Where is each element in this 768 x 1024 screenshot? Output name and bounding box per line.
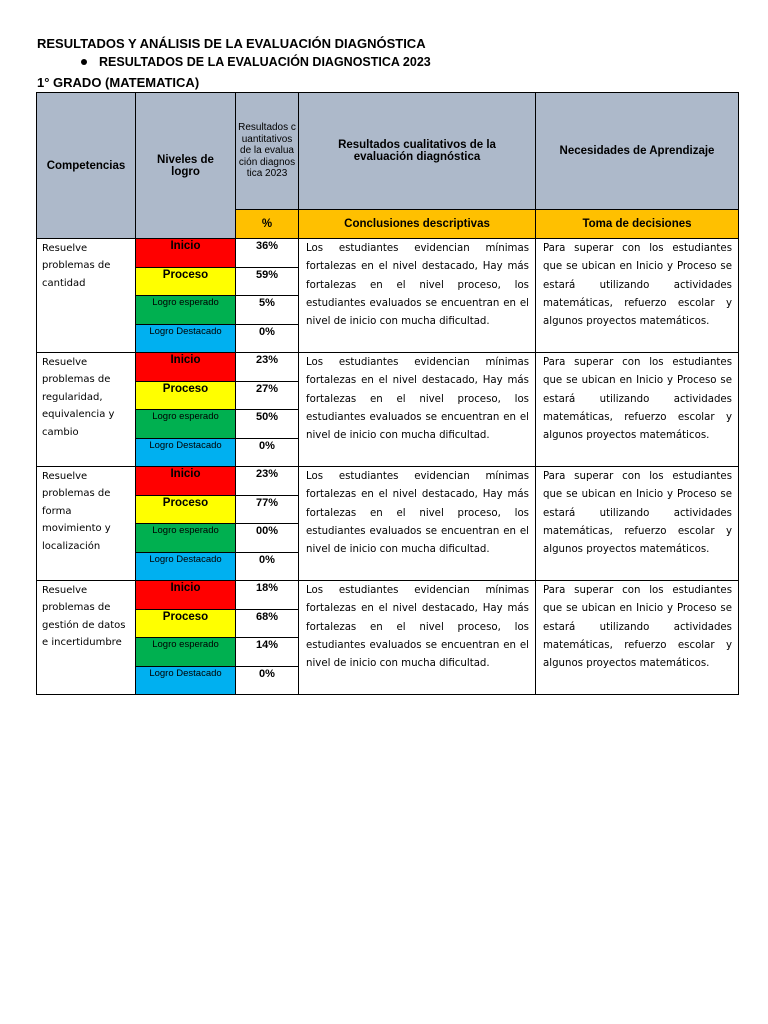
level-cell: Inicio	[136, 239, 236, 268]
level-cell: Inicio	[136, 353, 236, 382]
header-conclusiones: Conclusiones descriptivas	[299, 210, 536, 239]
conclusion-cell: Los estudiantes evidencian mínimas fortalezas en el nivel destacado, Hay más fortalezas en el nivel proceso, los estudiantes evaluados se encuentran en el nivel de inicio con mucha dificultad.	[299, 239, 536, 353]
percent-cell: 50%	[236, 410, 299, 439]
results-table	[36, 92, 739, 695]
decision-cell: Para superar con los estudiantes que se ubican en Inicio y Proceso se estará utilizando actividades matemáticas, refuerzo escolar y algunos proyectos matemáticos.	[536, 353, 739, 467]
header-necesidades: Necesidades de Aprendizaje	[536, 93, 739, 210]
bullet-subtitle	[81, 55, 431, 69]
header-competencias: Competencias	[37, 93, 136, 239]
bullet-icon	[81, 59, 87, 65]
percent-cell: 0%	[236, 324, 299, 353]
header-cualitativos: Resultados cualitativos de la evaluación diagnóstica	[299, 93, 536, 210]
conclusion-cell: Los estudiantes evidencian mínimas fortalezas en el nivel destacado, Hay más fortalezas en el nivel proceso, los estudiantes evaluados se encuentran en el nivel de inicio con mucha dificultad.	[299, 353, 536, 467]
percent-cell: 68%	[236, 609, 299, 638]
conclusion-cell: Los estudiantes evidencian mínimas fortalezas en el nivel destacado, Hay más fortalezas en el nivel proceso, los estudiantes evaluados se encuentran en el nivel de inicio con mucha dificultad.	[299, 581, 536, 695]
document-title: RESULTADOS Y ANÁLISIS DE LA EVALUACIÓN DIAGNÓSTICA	[37, 36, 426, 51]
decision-cell: Para superar con los estudiantes que se ubican en Inicio y Proceso se estará utilizando actividades matemáticas, refuerzo escolar y algunos proyectos matemáticos.	[536, 239, 739, 353]
percent-cell: 0%	[236, 552, 299, 581]
level-cell: Logro Destacado	[136, 552, 236, 581]
percent-cell: 18%	[236, 581, 299, 610]
percent-cell: 27%	[236, 381, 299, 410]
table-row	[37, 239, 739, 268]
header-toma: Toma de decisiones	[536, 210, 739, 239]
level-cell: Proceso	[136, 381, 236, 410]
percent-cell: 0%	[236, 438, 299, 467]
decision-cell: Para superar con los estudiantes que se ubican en Inicio y Proceso se estará utilizando actividades matemáticas, refuerzo escolar y algunos proyectos matemáticos.	[536, 467, 739, 581]
percent-cell: 5%	[236, 296, 299, 325]
table-row	[37, 467, 739, 496]
level-cell: Logro Destacado	[136, 438, 236, 467]
table-row	[37, 353, 739, 382]
level-cell: Proceso	[136, 495, 236, 524]
bullet-text: RESULTADOS DE LA EVALUACIÓN DIAGNOSTICA 2023	[99, 55, 431, 69]
percent-cell: 23%	[236, 353, 299, 382]
level-cell: Logro esperado	[136, 296, 236, 325]
percent-cell: 59%	[236, 267, 299, 296]
level-cell: Proceso	[136, 609, 236, 638]
conclusion-cell: Los estudiantes evidencian mínimas fortalezas en el nivel destacado, Hay más fortalezas en el nivel proceso, los estudiantes evaluados se encuentran en el nivel de inicio con mucha dificultad.	[299, 467, 536, 581]
level-cell: Logro Destacado	[136, 666, 236, 695]
percent-cell: 00%	[236, 524, 299, 553]
header-niveles: Niveles de logro	[136, 93, 236, 239]
level-cell: Inicio	[136, 467, 236, 496]
decision-cell: Para superar con los estudiantes que se ubican en Inicio y Proceso se estará utilizando actividades matemáticas, refuerzo escolar y algunos proyectos matemáticos.	[536, 581, 739, 695]
percent-cell: 0%	[236, 666, 299, 695]
percent-cell: 14%	[236, 638, 299, 667]
grade-heading: 1° GRADO (MATEMATICA)	[37, 75, 200, 90]
level-cell: Logro Destacado	[136, 324, 236, 353]
level-cell: Logro esperado	[136, 638, 236, 667]
competencia-cell: Resuelve problemas de cantidad	[37, 239, 136, 353]
header-cuantitativos: Resultados cuantitativos de la evaluación diagnostica 2023	[236, 93, 299, 210]
competencia-cell: Resuelve problemas de gestión de datos e incertidumbre	[37, 581, 136, 695]
level-cell: Logro esperado	[136, 410, 236, 439]
competencia-cell: Resuelve problemas de regularidad, equivalencia y cambio	[37, 353, 136, 467]
level-cell: Logro esperado	[136, 524, 236, 553]
level-cell: Proceso	[136, 267, 236, 296]
header-pct: %	[236, 210, 299, 239]
competencia-cell: Resuelve problemas de forma movimiento y localización	[37, 467, 136, 581]
percent-cell: 23%	[236, 467, 299, 496]
percent-cell: 77%	[236, 495, 299, 524]
level-cell: Inicio	[136, 581, 236, 610]
table-row	[37, 581, 739, 610]
percent-cell: 36%	[236, 239, 299, 268]
